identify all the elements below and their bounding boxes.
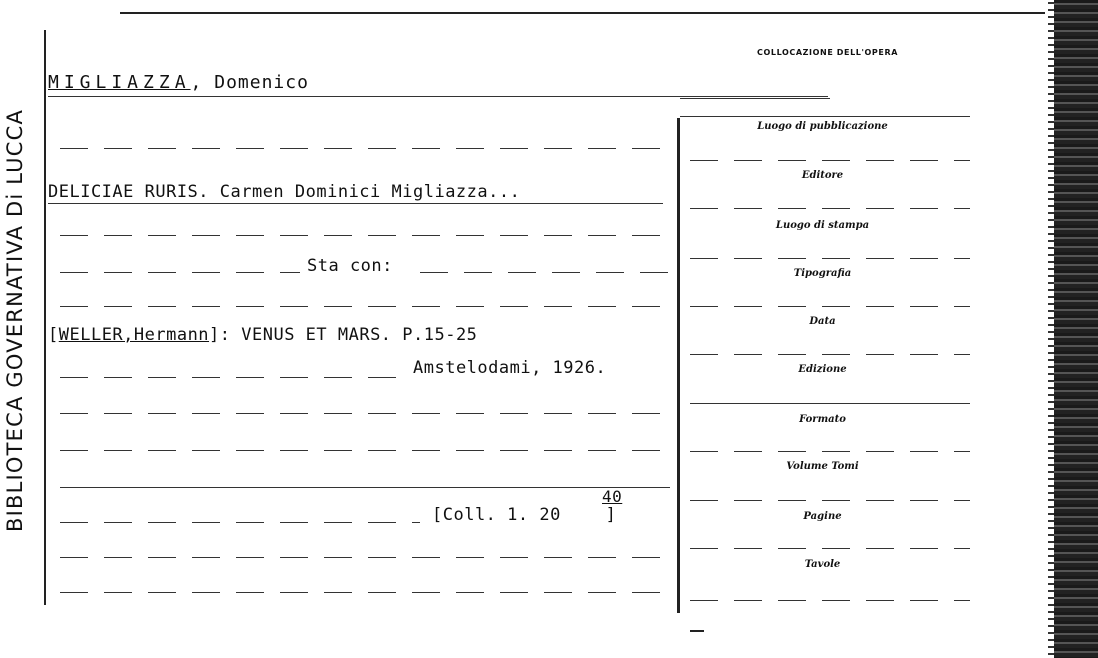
ruled-line xyxy=(690,208,970,209)
field-edizione: Edizione xyxy=(798,364,847,375)
stray-mark xyxy=(690,630,704,632)
ruled-line xyxy=(60,450,670,451)
ruled-line xyxy=(60,487,670,488)
ruled-line xyxy=(690,306,970,307)
field-tavole: Tavole xyxy=(804,559,841,570)
top-border-line xyxy=(120,12,1045,14)
collection-bracket-close: ] xyxy=(605,505,617,525)
imprint: Amstelodami, 1926. xyxy=(413,358,607,378)
ruled-line xyxy=(60,413,670,414)
ruled-line xyxy=(60,235,670,236)
card-right-edge xyxy=(1054,0,1098,658)
ruled-line xyxy=(60,557,670,558)
left-margin-rule xyxy=(44,30,46,605)
ruled-line xyxy=(48,203,663,204)
bracket-open: [ xyxy=(48,325,59,345)
field-luogo-stampa: Luogo di stampa xyxy=(775,220,870,231)
ruled-line xyxy=(680,98,830,99)
ruled-line xyxy=(60,306,670,307)
field-luogo-pubblicazione: Luogo di pubblicazione xyxy=(757,121,888,132)
field-pagine: Pagine xyxy=(803,511,842,522)
ruled-line xyxy=(60,148,670,149)
collection-note xyxy=(432,487,623,525)
bound-with-entry xyxy=(48,325,477,345)
author-given-name: Domenico xyxy=(214,72,309,93)
ruled-line xyxy=(690,548,970,549)
ruled-line xyxy=(690,600,970,601)
ruled-line xyxy=(690,354,970,355)
ruled-line xyxy=(60,522,420,523)
ruled-line xyxy=(690,500,970,501)
author-surname: MIGLIAZZA xyxy=(48,72,191,93)
library-stamp: BIBLIOTECA GOVERNATIVA Di LUCCA xyxy=(3,108,27,532)
field-tipografia: Tipografia xyxy=(793,268,852,279)
field-volume-tomi: Volume Tomi xyxy=(786,461,859,472)
author-heading xyxy=(48,72,309,93)
author-separator: , xyxy=(190,72,215,93)
ruled-line xyxy=(690,160,970,161)
ruled-line xyxy=(690,258,970,259)
ruled-line xyxy=(60,272,300,273)
field-formato: Formato xyxy=(799,414,846,425)
panel-divider-rule xyxy=(677,118,680,613)
weller-title: ]: VENUS ET MARS. P.15-25 xyxy=(209,325,478,345)
ruled-line xyxy=(60,592,670,593)
ruled-line xyxy=(420,272,670,273)
ruled-line xyxy=(48,96,828,97)
bound-with-label: Sta con: xyxy=(307,256,393,276)
ruled-line xyxy=(690,451,970,452)
title-statement: DELICIAE RURIS. Carmen Dominici Migliazza... xyxy=(48,182,521,202)
panel-header: COLLOCAZIONE DELL'OPERA xyxy=(757,48,898,57)
field-data: Data xyxy=(809,316,836,327)
ruled-line xyxy=(690,403,970,404)
collection-text: [Coll. 1. 20 xyxy=(432,505,561,525)
field-editore: Editore xyxy=(801,170,844,181)
ruled-line xyxy=(60,377,400,378)
ruled-line xyxy=(680,116,970,117)
weller-author: WELLER,Hermann xyxy=(58,325,210,345)
collection-superscript: 40 xyxy=(602,487,623,506)
